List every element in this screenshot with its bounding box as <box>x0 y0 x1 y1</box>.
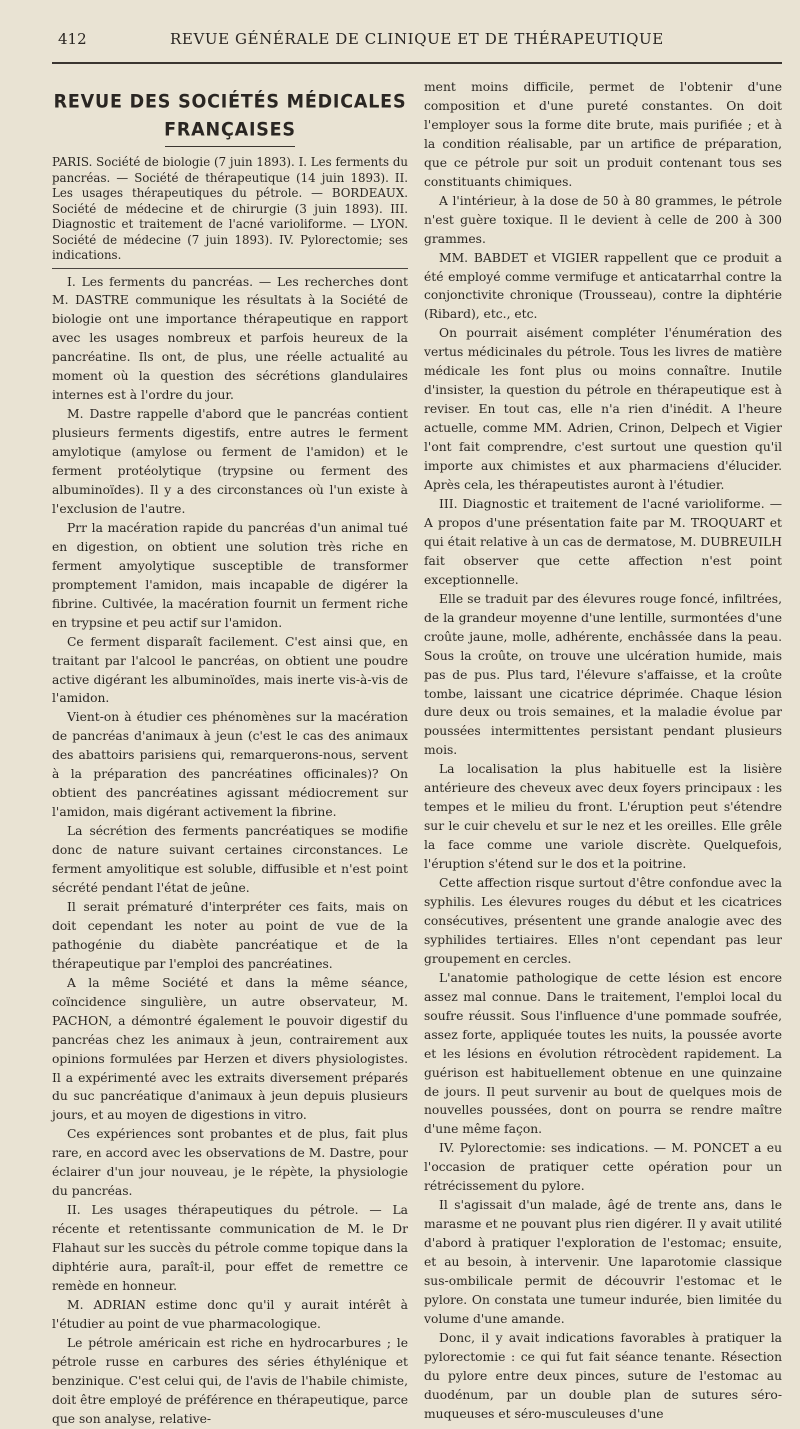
running-title: REVUE GÉNÉRALE DE CLINIQUE ET DE THÉRAPEUTIQUE <box>170 30 664 48</box>
summary-paragraph: PARIS. Société de biologie (7 juin 1893). I. Les ferments du pancréas. — Société de thérapeutique (14 juin 1893). II. Les usages thérapeutiques du pétrole. — BORDEAUX. Société de médecine et de chirurgie (3 juin 1893). III. Diagnostic et traitement de l'acné varioliforme. — LYON. Société de médecine (7 juin 1893). IV. Pylorectomie; ses indications. <box>52 155 408 262</box>
section-title: REVUE DES SOCIÉTÉS MÉDICALES FRANÇAISES <box>53 91 407 141</box>
left-paragraph: La sécrétion des ferments pancréatiques se modifie donc de nature suivant certaines circonstances. Le ferment amyolitique est soluble, diffusible et n'est point sécrété pendant l'état de jeûne. <box>52 824 408 895</box>
left-paragraph: M. Dastre rappelle d'abord que le pancréas contient plusieurs ferments digestifs, entre autres le ferment amylotique (amylose ou ferment de l'amidon) et le ferment protéolytique (trypsine ou ferment des albuminoïdes). Il y a des circonstances où l'un existe à l'exclusion de l'autre. <box>52 407 408 516</box>
right-paragraph: IV. Pylorectomie: ses indications. — M. PONCET a eu l'occasion de pratiquer cette opération pour un rétrécissement du pylore. <box>424 1141 782 1194</box>
right-paragraph: Cette affection risque surtout d'être confondue avec la syphilis. Les élevures rouges du début et les cicatrices consécutives, présentent une grande analogie avec des syphilides tertiaires. Elles n'ont cependant pas leur groupement en cercles. <box>424 876 782 966</box>
right-paragraph: A l'intérieur, à la dose de 50 à 80 grammes, le pétrole n'est guère toxique. Il le devient à celle de 200 à 300 grammes. <box>424 193 782 246</box>
title-rule <box>165 146 295 147</box>
left-paragraph: M. ADRIAN estime donc qu'il y aurait intérêt à l'étudier au point de vue pharmacologique. <box>52 1297 408 1331</box>
left-paragraph: Prr la macération rapide du pancréas d'un animal tué en digestion, on obtient une solution très riche en ferment amyolytique susceptible de transformer promptement l'amidon, mais incapable de digérer la fibrine. Cultivée, la macération fournit un ferment riche en trypsine et peu actif sur l'amidon. <box>52 520 408 630</box>
right-paragraph: MM. BABDET et VIGIER rappellent que ce produit a été employé comme vermifuge et anticatarrhal contre la conjonctivite chronique (Trousseau), contre la diphtérie (Ribard), etc., etc. <box>424 250 782 322</box>
right-paragraph: On pourrait aisément compléter l'énumération des vertus médicinales du pétrole. Tous les livres de matière médicale les font plus ou moins connaître. Inutile d'insister, la question du pétrole en thérapeutique est à reviser. En tout cas, elle n'a rien d'inédit. A l'heure actuelle, comme MM. Adrien, Crinon, Delpech et Vigier l'ont fait comprendre, c'est surtout une question qu'il importe aux chimistes et aux pharmaciens d'élucider. Après cela, les thérapeutistes auront à l'étudier. <box>424 326 782 493</box>
right-column <box>424 78 782 1424</box>
right-paragraph: La localisation la plus habituelle est la lisière antérieure des cheveux avec deux foyers principaux : les tempes et le milieu du front. L'éruption peut s'étendre sur le cuir chevelu et sur le nez et les oreilles. Elle grêle la face comme une variole discrète. Quelquefois, l'éruption s'étend sur le dos et la poitrine. <box>424 762 782 872</box>
summary-rule <box>52 268 408 269</box>
left-paragraph: I. Les ferments du pancréas. — Les recherches dont M. DASTRE communique les résultats à la Société de biologie ont une importance thérapeutique en rapport avec les usages nombreux et parfois heureux de la pancréatine. Ils ont, de plus, une réelle actualité au moment où la question des sécrétions glandulaires internes est à l'ordre du jour. <box>52 274 408 403</box>
page-number: 412 <box>58 30 87 48</box>
right-paragraph: ment moins difficile, permet de l'obtenir d'une composition et d'une pureté constantes. On doit l'employer sous la forme dite brute, mais purifiée ; et à la condition réalisable, par un artifice de préparation, que ce pétrole pur soit un produit contenant tous ses constituants chimiques. <box>424 80 782 189</box>
left-column <box>52 78 408 1429</box>
right-paragraph: III. Diagnostic et traitement de l'acné varioliforme. — A propos d'une présentation faite par M. TROQUART et qui était relative à un cas de dermatose, M. DUBREUILH fait observer que cette affection n'est point exceptionnelle. <box>424 496 782 587</box>
left-paragraph: Le pétrole américain est riche en hydrocarbures ; le pétrole russe en carbures des séries éthylénique et benzinique. C'est celui qui, de l'avis de l'habile chimiste, doit être employé de préférence en thérapeutique, parce que son analyse, relative- <box>52 1335 408 1426</box>
right-paragraph: Donc, il y avait indications favorables à pratiquer la pylorectomie : ce qui fut fait séance tenante. Résection du pylore entre deux pinces, suture de l'estomac au duodénum, par un double plan de sutures séro-muqueuses et séro-musculeuses d'une <box>424 1330 782 1421</box>
right-paragraph: L'anatomie pathologique de cette lésion est encore assez mal connue. Dans le traitement, l'emploi local du soufre réussit. Sous l'influence d'une pommade soufrée, assez forte, appliquée toutes les nuits, la poussée avorte et les lésions en évolution rétrocèdent rapidement. La guérison est habituellement obtenue en une quinzaine de jours. Il peut survenir au bout de quelques mois de nouvelles poussées, dont on pourra se rendre maître d'une même façon. <box>424 970 782 1137</box>
left-paragraph: Ces expériences sont probantes et de plus, fait plus rare, en accord avec les observations de M. Dastre, pour éclairer d'un jour nouveau, je le répète, la physiologie du pancréas. <box>52 1127 408 1199</box>
left-paragraph: A la même Société et dans la même séance, coïncidence singulière, un autre observateur, M. PACHON, a démontré également le pouvoir digestif du pancréas chez les animaux à jeun, contrairement aux opinions formulées par Herzen et divers physiologistes. Il a expérimenté avec les extraits diversement préparés du suc pancréatique d'animaux à jeun depuis plusieurs jours, et au moyen de digestions in vitro. <box>52 975 408 1123</box>
left-paragraph: Ce ferment disparaît facilement. C'est ainsi que, en traitant par l'alcool le pancréas, on obtient une poudre active digérant les albuminoïdes, mais inerte vis-à-vis de l'amidon. <box>52 634 408 706</box>
header-rule <box>52 62 782 64</box>
right-paragraph: Il s'agissait d'un malade, âgé de trente ans, dans le marasme et ne pouvant plus rien digérer. Il y avait utilité d'abord à pratiquer l'exploration de l'estomac; ensuite, et au besoin, à intervenir. Une laparotomie classique sus-ombilicale permit de découvrir l'estomac et le pylore. On constata une tumeur indurée, bien limitée du volume d'une amande. <box>424 1198 782 1326</box>
right-paragraph: Elle se traduit par des élevures rouge foncé, infiltrées, de la grandeur moyenne d'une lentille, surmontées d'une croûte jaune, molle, adhérente, enchâssée dans la peau. Sous la croûte, on trouve une ulcération humide, mais pas de pus. Plus tard, l'élevure s'affaisse, et la croûte tombe, laissant une cicatrice déprimée. Chaque lésion dure deux ou trois semaines, et la maladie évolue par poussées intermittentes persistant pendant plusieurs mois. <box>424 591 782 758</box>
page-header <box>58 28 784 56</box>
left-paragraph: Il serait prématuré d'interpréter ces faits, mais on doit cependant les noter au point de vue de la pathogénie du diabète pancréatique et de la thérapeutique par l'emploi des pancréatines. <box>52 899 408 971</box>
left-paragraph: Vient-on à étudier ces phénomènes sur la macération de pancréas d'animaux à jeun (c'est le cas des animaux des abattoirs parisiens qui, remarquerons-nous, servent à la préparation des pancréatines officinales)? On obtient des pancréatines agissant médiocrement sur l'amidon, mais digérant activement la fibrine. <box>52 710 408 820</box>
left-paragraph: II. Les usages thérapeutiques du pétrole. — La récente et retentissante communication de M. le Dr Flahaut sur les succès du pétrole comme topique dans la diphtérie aura, paraît-il, pour effet de remettre ce remède en honneur. <box>52 1203 408 1294</box>
